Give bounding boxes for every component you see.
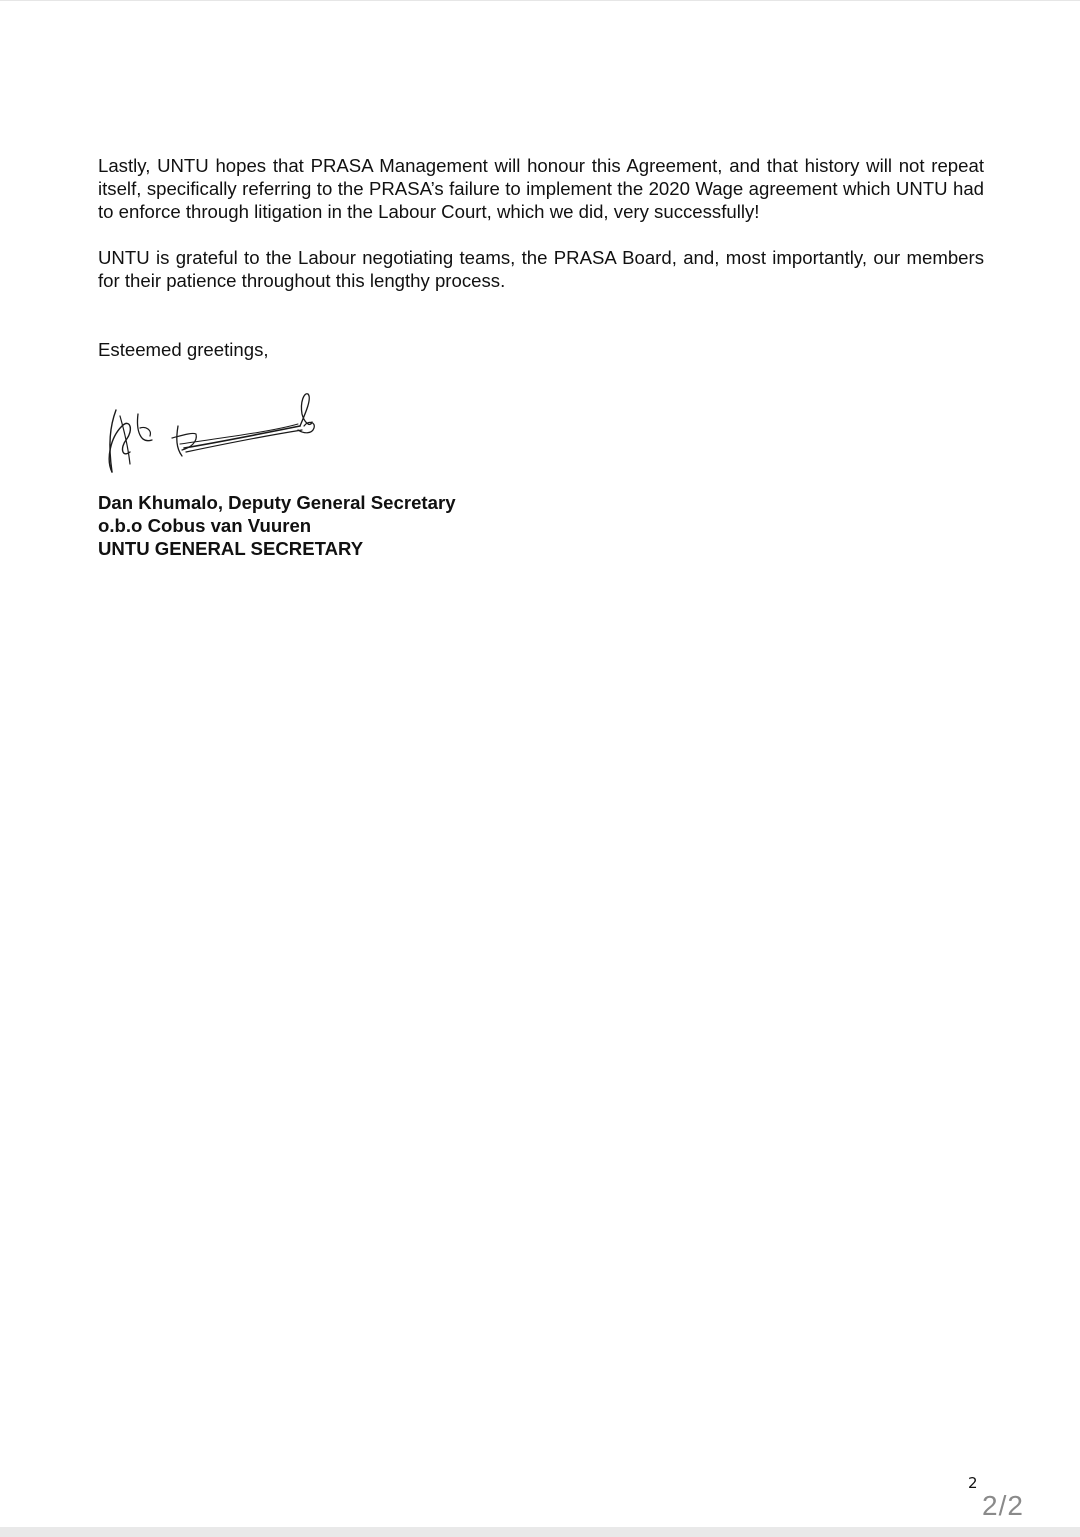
signatory-position: UNTU GENERAL SECRETARY xyxy=(98,538,364,559)
page-number: 2 xyxy=(968,1474,978,1492)
paragraph-closing-hope: Lastly, UNTU hopes that PRASA Management will honour this Agreement, and that history will not repeat itself, specifically referring to the PRASA’s failure to implement the 2020 Wage agreement which UNTU had to enforce through litigation in the Labour Court, which we did, very successfully! xyxy=(98,155,984,222)
greeting-line: Esteemed greetings, xyxy=(98,339,269,360)
page-top-edge xyxy=(0,0,1080,1)
signatory-name: Dan Khumalo, Deputy General Secretary xyxy=(98,492,456,513)
paragraph-gratitude: UNTU is grateful to the Labour negotiating teams, the PRASA Board, and, most importantly, our members for their patience throughout this lengthy process. xyxy=(98,247,984,291)
viewer-page-indicator: 2/2 xyxy=(982,1490,1024,1521)
handwritten-signature xyxy=(100,386,330,486)
on-behalf-of: o.b.o Cobus van Vuuren xyxy=(98,515,312,536)
signature-block xyxy=(98,491,456,560)
viewer-bottom-bar xyxy=(0,1527,1080,1537)
